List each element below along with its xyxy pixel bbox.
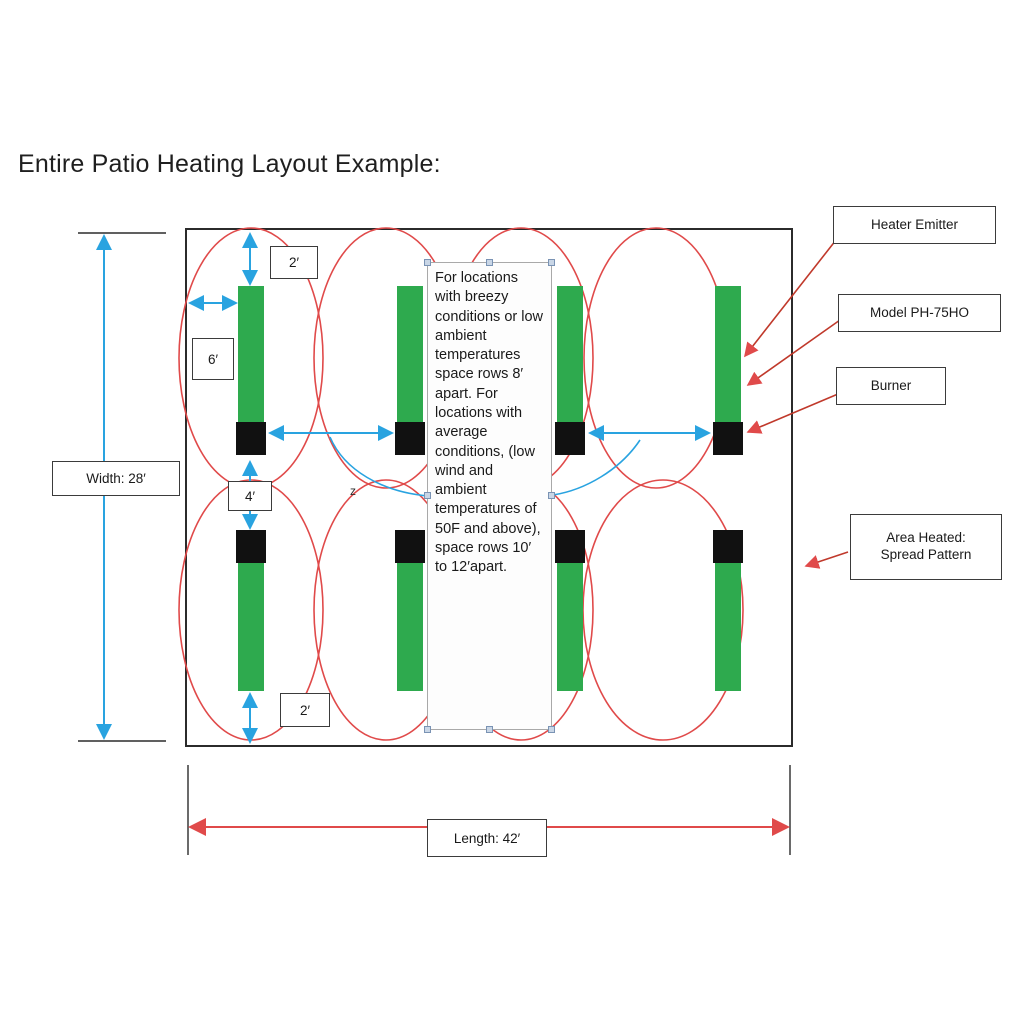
resize-handle-top-center[interactable] (486, 259, 493, 266)
resize-handle-top-left[interactable] (424, 259, 431, 266)
resize-handle-bottom-center[interactable] (486, 726, 493, 733)
callout-area-heated-line1: Area Heated: (886, 530, 966, 546)
resize-handle-bottom-left[interactable] (424, 726, 431, 733)
resize-handle-middle-right[interactable] (548, 492, 555, 499)
label-z-marker: z (350, 484, 356, 498)
label-left-gap[interactable]: 6′ (192, 338, 234, 380)
page-title: Entire Patio Heating Layout Example: (18, 150, 441, 178)
resize-handle-middle-left[interactable] (424, 492, 431, 499)
callout-area-heated-line2: Spread Pattern (880, 547, 972, 562)
label-width[interactable]: Width: 28′ (52, 461, 180, 496)
resize-handle-bottom-right[interactable] (548, 726, 555, 733)
label-length[interactable]: Length: 42′ (427, 819, 547, 857)
label-mid-gap[interactable]: 4′ (228, 481, 272, 511)
resize-handle-top-right[interactable] (548, 259, 555, 266)
callout-model[interactable]: Model PH-75HO (838, 294, 1001, 332)
callout-area-heated[interactable] (850, 514, 1002, 580)
callout-heater-emitter[interactable]: Heater Emitter (833, 206, 996, 244)
notes-text: For locations with breezy conditions or low ambient temperatures space rows 8′ apart. For locations with average conditions, (low wind and ambient temperatures of 50F and above), space rows 10′ to 12′apart. (435, 270, 543, 576)
notes-text-frame[interactable] (427, 262, 552, 730)
callout-leaders (745, 240, 848, 566)
label-bottom-gap[interactable]: 2′ (280, 693, 330, 727)
label-top-gap[interactable]: 2′ (270, 246, 318, 279)
callout-burner[interactable]: Burner (836, 367, 946, 405)
